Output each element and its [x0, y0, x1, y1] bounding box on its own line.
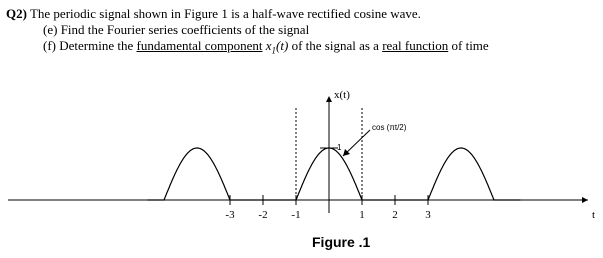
- signal-curve: [148, 148, 521, 200]
- x-tick-label-2: 2: [392, 209, 398, 221]
- x-tick-label-3: 3: [425, 209, 431, 221]
- part-e-text: Find the Fourier series coefficients of the signal: [60, 22, 310, 37]
- plot-layer: [8, 96, 588, 221]
- x-tick-label--3: -3: [225, 209, 235, 221]
- y-axis-label: x(t): [334, 89, 350, 101]
- figure-caption: Figure .1: [312, 234, 371, 250]
- x-tick-label--2: -2: [258, 209, 268, 221]
- question-intro: The periodic signal shown in Figure 1 is a half-wave rectified cosine wave.: [29, 6, 421, 21]
- part-e-label: (e): [43, 22, 58, 37]
- part-f-text-before: Determine the: [59, 38, 134, 53]
- signal-symbol-x: x: [265, 38, 272, 53]
- real-function-term: real function: [382, 38, 449, 53]
- part-f-label: (f): [43, 38, 56, 53]
- signal-symbol-arg: (t): [276, 38, 289, 53]
- cos-annotation: cos (πt/2): [372, 123, 407, 132]
- fundamental-component-term: fundamental component: [136, 38, 263, 53]
- question-number: Q2): [6, 6, 27, 21]
- t-axis-arrow: [582, 197, 588, 203]
- t-axis-label: t: [592, 209, 596, 221]
- x-tick-label-1: 1: [359, 209, 365, 221]
- signal-symbol-subscript: 1: [271, 45, 277, 56]
- y-axis-arrow: [326, 96, 332, 102]
- peak-value-label: 1: [337, 143, 342, 152]
- part-f-text-middle: of the signal as a: [291, 38, 379, 53]
- part-f-text-after: of time: [451, 38, 489, 53]
- x-tick-label--1: -1: [291, 209, 301, 221]
